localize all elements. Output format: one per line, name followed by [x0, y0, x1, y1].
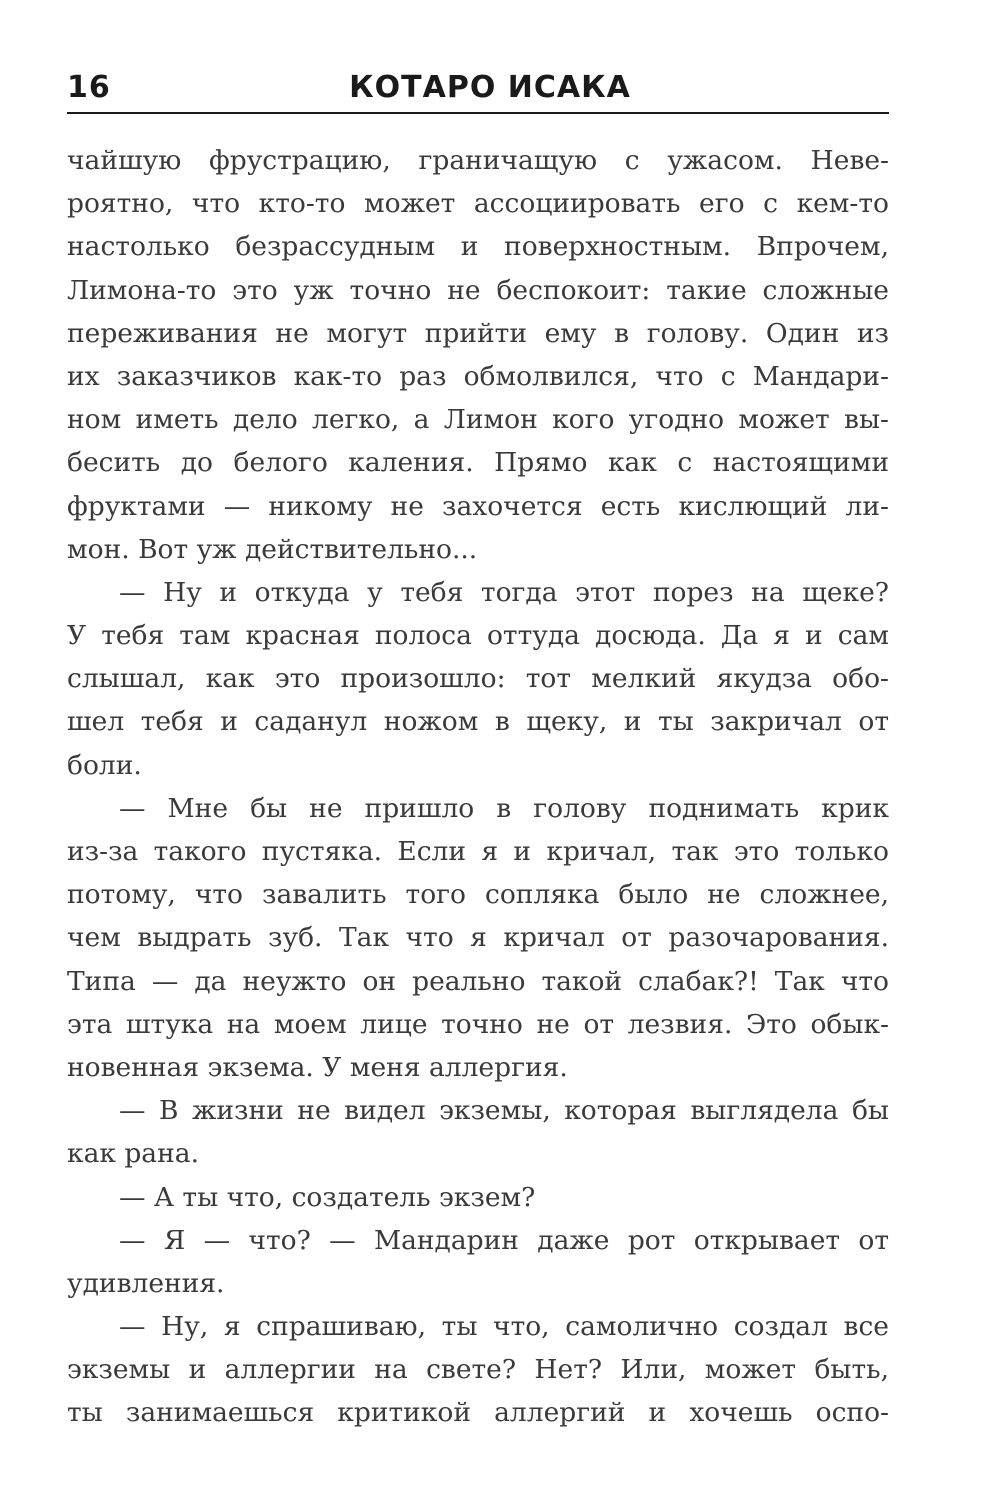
text-line: бесить до белого каления. Прямо как с настоящими [67, 447, 889, 479]
text-line: — Ну и откуда у тебя тогда этот порез на щеке? [119, 576, 889, 608]
text-line: переживания не могут прийти ему в голову. Один из [67, 317, 889, 349]
text-line: фруктами — никому не захочется есть кислющий ли- [67, 490, 889, 522]
text-line: их заказчиков как-то раз обмолвился, что с Мандари- [67, 360, 889, 392]
text-line: как рана. [67, 1138, 199, 1170]
text-line: ном иметь дело легко, а Лимон кого угодно может вы- [67, 404, 889, 436]
text-line: — В жизни не видел экземы, которая выглядела бы [119, 1095, 889, 1127]
text-line: У тебя там красная полоса оттуда досюда. Да я и сам [67, 620, 889, 652]
page-number: 16 [67, 70, 111, 105]
text-line: Типа — да неужто он реально такой слабак?! Так что [67, 965, 889, 997]
text-line: чем выдрать зуб. Так что я кричал от разочарования. [67, 922, 889, 954]
text-line: мон. Вот уж действительно... [67, 533, 478, 565]
text-line: чайшую фрустрацию, граничащую с ужасом. Неве- [67, 145, 889, 176]
header-rule [67, 112, 889, 114]
text-line: — Ну, я спрашиваю, ты что, самолично создал все [119, 1311, 889, 1343]
text-line: настолько безрассудным и поверхностным. Впрочем, [67, 231, 889, 263]
text-line: удивления. [67, 1267, 225, 1299]
text-line: — Мне бы не пришло в голову поднимать крик [119, 792, 889, 824]
text-line: эта штука на моем лице точно не от лезвия. Это обык- [67, 1008, 889, 1040]
text-line: новенная экзема. У меня аллергия. [67, 1051, 568, 1083]
running-head: КОТАРО ИСАКА [349, 70, 631, 105]
text-line: экземы и аллергии на свете? Нет? Или, может быть, [67, 1354, 889, 1386]
text-line: боли. [67, 749, 142, 781]
text-line: шел тебя и саданул ножом в щеку, и ты закричал от [67, 706, 889, 738]
text-line: — А ты что, создатель экзем? [119, 1181, 536, 1213]
text-line: — Я — что? — Мандарин даже рот открывает от [119, 1224, 889, 1256]
body-text [67, 139, 889, 1435]
text-line: из-за такого пустяка. Если я и кричал, так это только [67, 836, 889, 867]
text-line: Лимона-то это уж точно не беспокоит: такие сложные [67, 274, 889, 306]
text-line: слышал, как это произошло: тот мелкий якудза обо- [67, 663, 889, 695]
text-line: ты занимаешься критикой аллергий и хочешь оспо- [67, 1397, 889, 1429]
text-line: потому, что завалить того сопляка было не сложнее, [67, 879, 889, 911]
text-line: роятно, что кто-то может ассоциировать его с кем-то [67, 188, 889, 220]
